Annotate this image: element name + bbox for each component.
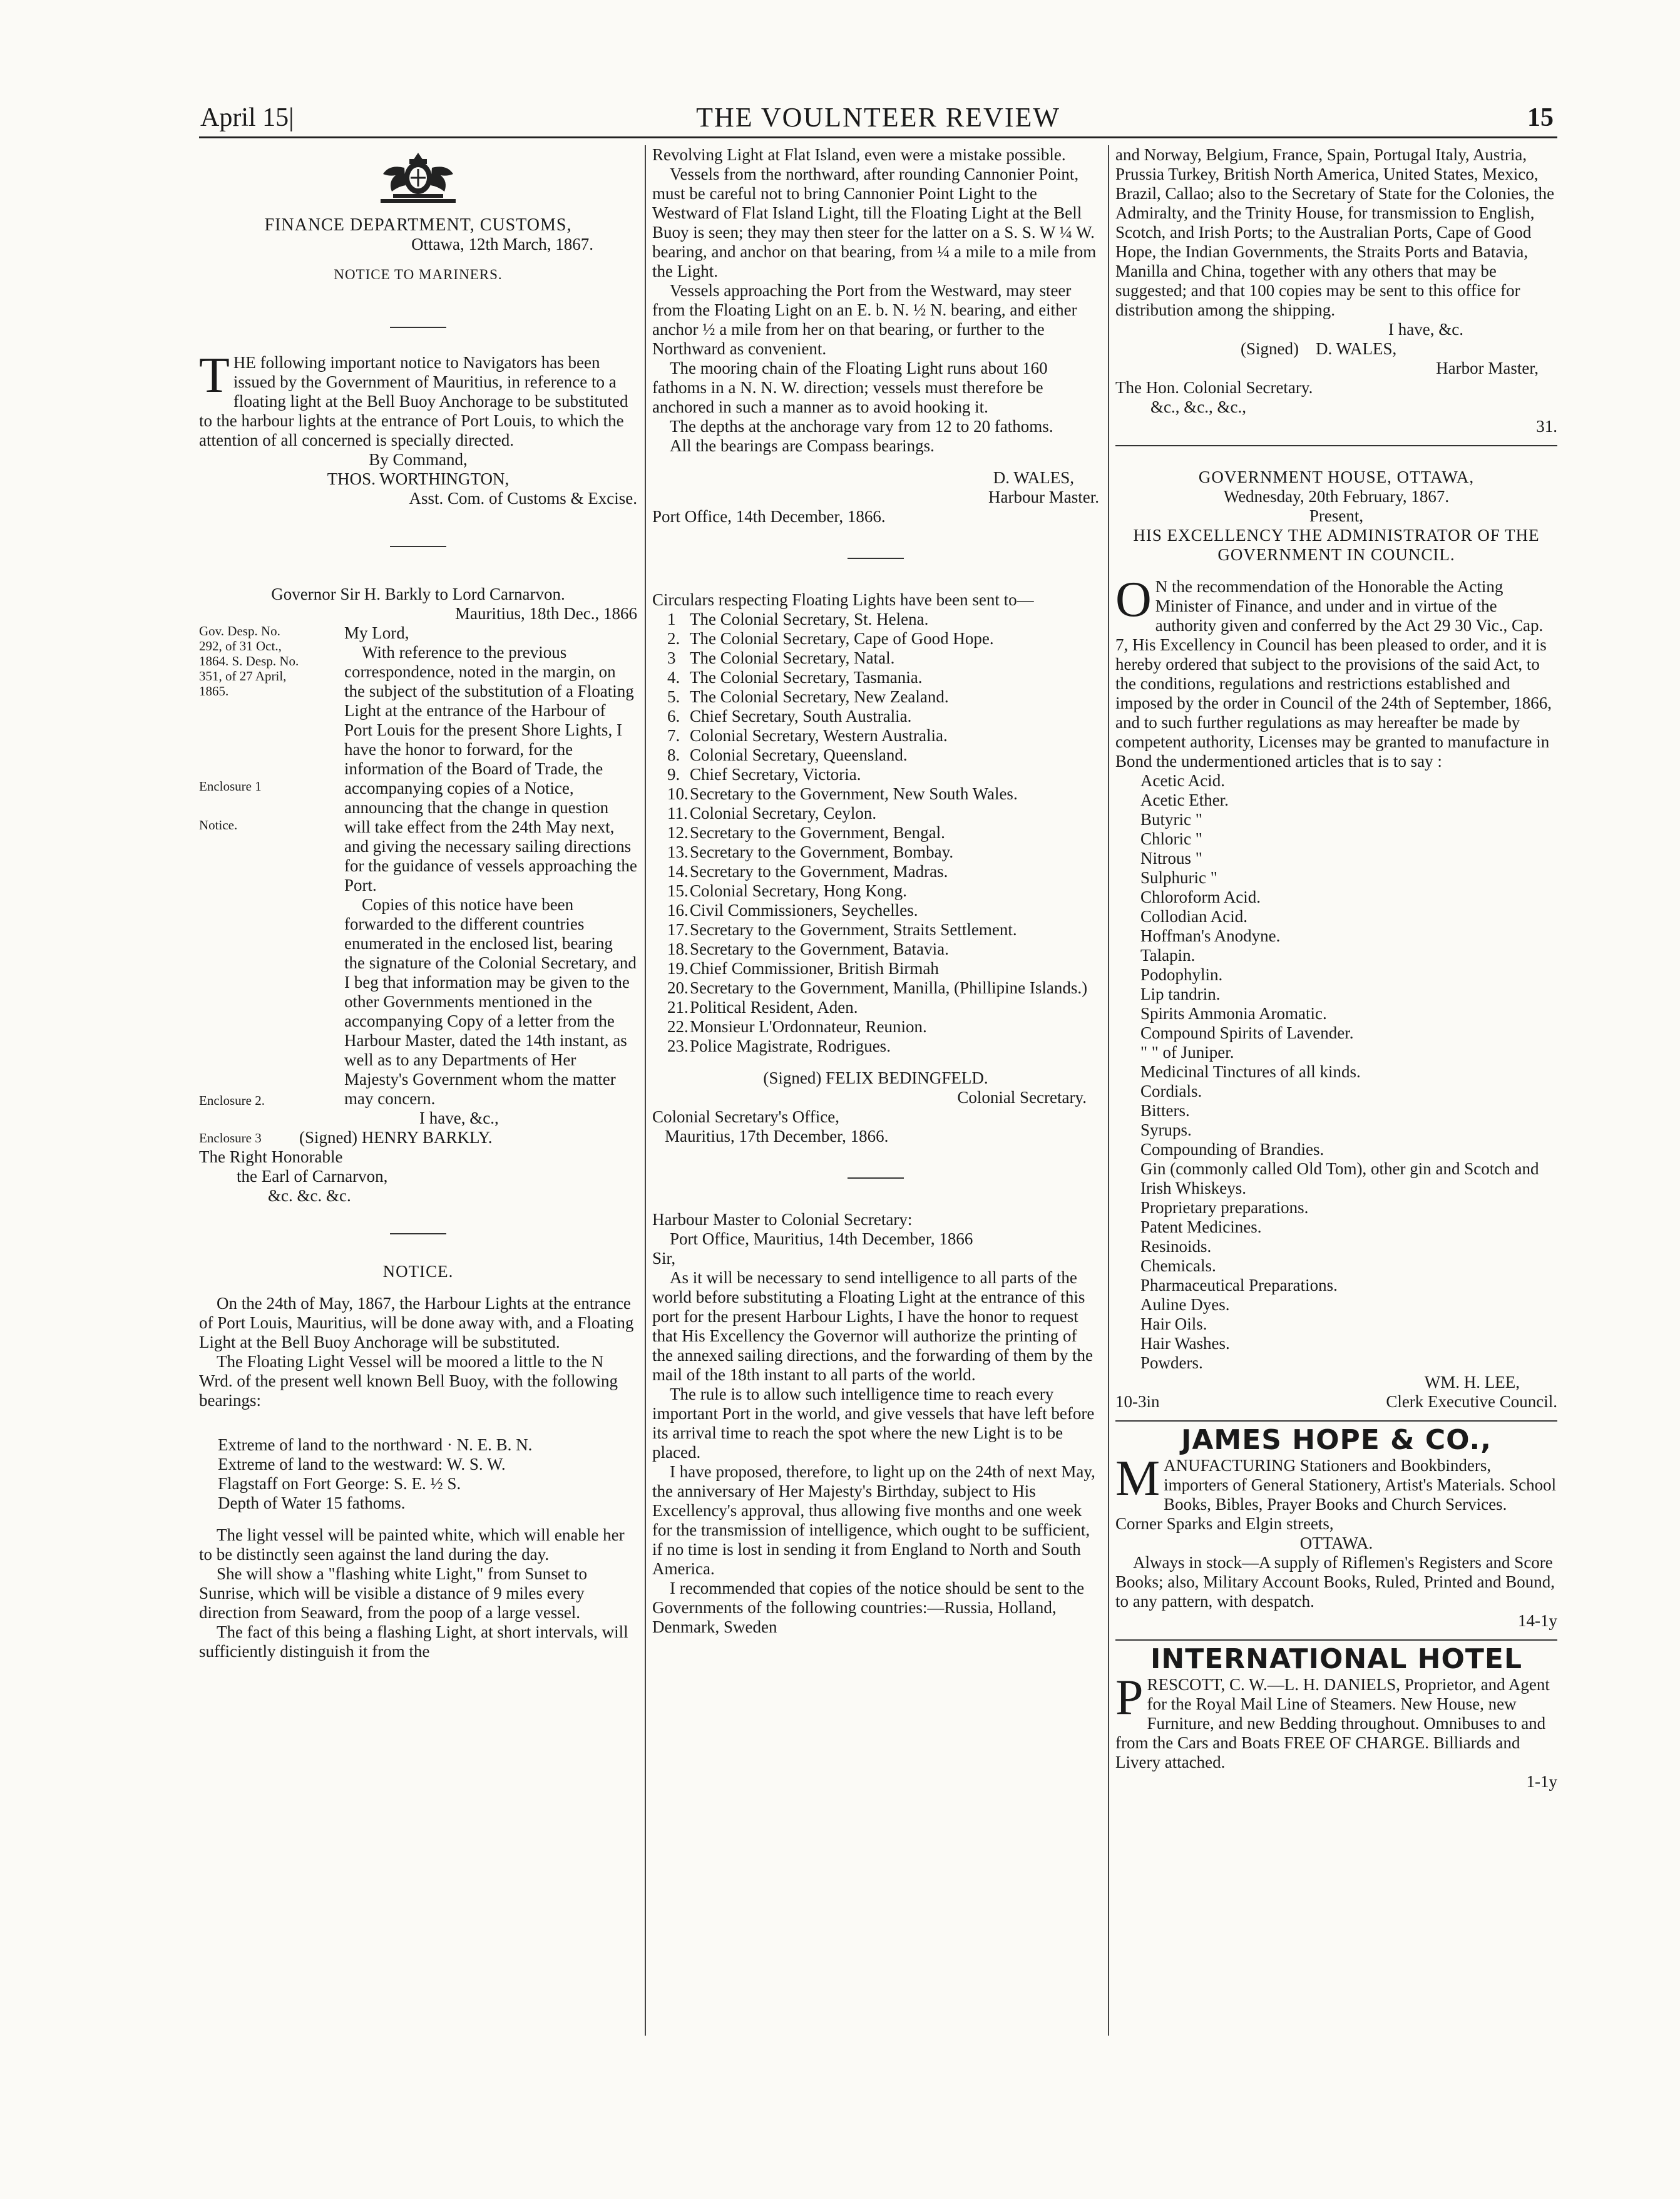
notice-paragraph: On the 24th of May, 1867, the Harbour Lights at the entrance of Port Louis, Mauritius, will be done away with, and a Floating Light at the Bell Buoy Anchorage will be substituted. <box>199 1294 634 1351</box>
signer-title: Asst. Com. of Customs & Excise. <box>409 489 637 508</box>
ad-heading: JAMES HOPE & CO., <box>1181 1424 1492 1456</box>
circular-recipient: 4. The Colonial Secretary, Tasmania. <box>667 668 923 687</box>
article-item: Nitrous " <box>1140 849 1202 868</box>
circular-recipient: 18.Secretary to the Government, Batavia. <box>667 940 949 958</box>
addressee: The Right Honorable <box>199 1147 343 1166</box>
article-item: Resinoids. <box>1140 1237 1212 1256</box>
signature: D. WALES, <box>993 468 1074 487</box>
article-item: Cordials. <box>1140 1082 1202 1100</box>
letter-heading: Governor Sir H. Barkly to Lord Carnarvon. <box>271 585 565 603</box>
circular-recipient: 8. Colonial Secretary, Queensland. <box>667 746 908 764</box>
signature: (Signed) D. WALES, <box>1241 339 1397 358</box>
signer-title: Colonial Secretary. <box>957 1088 1087 1107</box>
article-item: Collodian Acid. <box>1140 907 1247 926</box>
closing: I have, &c. <box>1388 320 1463 339</box>
article-item: Compound Spirits of Lavender. <box>1140 1023 1354 1042</box>
circular-recipient: 6. Chief Secretary, South Australia. <box>667 707 912 725</box>
article-item: Chloric " <box>1140 829 1202 848</box>
letter-paragraph: Copies of this notice have been forwarded to the different countries enumerated in the enclosed list, bearing the signature of the Colonial Secretary, and I beg that information may be given to the other Governments mentioned in the accompanying Copy of a letter from the Harbour Master, dated the 14th instant, as well as to any Departments of Her Majesty's Government whom the matter may concern. <box>344 895 637 1108</box>
reference: 31. <box>1536 417 1557 436</box>
ad-paragraph: Always in stock—A supply of Riflemen's Registers and Score Books; also, Military Account Books, Ruled, Printed and Bound, to any pattern, with despatch. <box>1115 1553 1555 1611</box>
circular-recipient: 15.Colonial Secretary, Hong Kong. <box>667 881 907 900</box>
paragraph: The mooring chain of the Floating Light runs about 160 fathoms in a N. N. W. direction; vessels must therefore be anchored in such a manner as to avoid hooking it. <box>652 359 1048 416</box>
bearing: Extreme of land to the westward: W. S. W. <box>218 1455 506 1474</box>
article-item: Acetic Ether. <box>1140 791 1229 809</box>
masthead-title: THE VOULNTEER REVIEW <box>696 102 1060 133</box>
article-item: Bitters. <box>1140 1101 1190 1120</box>
article-item: Powders. <box>1140 1353 1203 1372</box>
finance-date: Ottawa, 12th March, 1867. <box>411 235 593 254</box>
present: Present, <box>1309 506 1364 525</box>
article-item: Proprietary preparations. <box>1140 1198 1309 1217</box>
notice-paragraph: The light vessel will be painted white, which will enable her to be distinctly seen against the land during the day. <box>199 1525 625 1564</box>
article-item: Patent Medicines. <box>1140 1217 1262 1236</box>
separator <box>390 546 446 547</box>
place-date: Mauritius, 17th December, 1866. <box>665 1127 889 1146</box>
circular-recipient: 20.Secretary to the Government, Manilla, (Phillipine Islands.) <box>667 978 1088 997</box>
margin-note: Enclosure 3 <box>199 1130 262 1146</box>
column-divider-1 <box>645 145 646 2036</box>
letter-paragraph: I recommended that copies of the notice should be sent to the Governments of the following countries:—Russia, Holland, Denmark, Sweden <box>652 1579 1085 1636</box>
circulars-list <box>652 610 1099 1056</box>
ad-city: OTTAWA. <box>1299 1534 1373 1552</box>
notice-paragraph: The fact of this being a flashing Light, at short intervals, will sufficiently distinguish it from the <box>199 1622 628 1661</box>
margin-note: Enclosure 1 <box>199 779 262 794</box>
article-item: Podophylin. <box>1140 965 1223 984</box>
column-2 <box>652 145 1099 1637</box>
circular-recipient: 5. The Colonial Secretary, New Zealand. <box>667 687 949 706</box>
signature: (Signed) HENRY BARKLY. <box>299 1128 493 1147</box>
articles-list <box>1115 771 1557 1373</box>
salutation: My Lord, <box>344 623 409 642</box>
ad-paragraph: MANUFACTURING Stationers and Bookbinders, importers of General Stationery, Artist's Materials. School Books, Bibles, Prayer Books and Church Services. Corner Sparks and Elgin streets, <box>1115 1451 1557 1533</box>
separator <box>1115 1639 1557 1641</box>
separator <box>1115 1420 1557 1422</box>
separator <box>848 558 904 559</box>
circular-recipient: 21.Political Resident, Aden. <box>667 998 858 1017</box>
circular-recipient: 3 The Colonial Secretary, Natal. <box>667 648 895 667</box>
order-paragraph: O N the recommendation of the Honorable the Acting Minister of Finance, and under and in virtue of the authority given and conferred by the Act 29 30 Vic., Cap. 7, His Excellency in Council has been pleased to order, and it is hereby ordered that subject to the provisions of the said Act, to the conditions, regulations and restrictions established and imposed by the order in Council of the 24th of September, 1866, and to such further regulations as may hereafter be made by competent authority, Licenses may be granted to manufacture in Bond the undermentioned articles that is to say : <box>1115 572 1552 771</box>
letter-paragraph: I have proposed, therefore, to light up on the 24th of next May, the anniversary of Her Majesty's Birthday, subject to His Excellency's approval, thus allowing five months and one week for the transmission of intelligence, which ought to be sufficient, if no time is lost in sending it from England to North and South America. <box>652 1462 1095 1578</box>
excellency-heading: HIS EXCELLENCY THE ADMINISTRATOR OF THE GOVERNMENT IN COUNCIL. <box>1133 526 1540 564</box>
circular-recipient: 22.Monsieur L'Ordonnateur, Reunion. <box>667 1017 927 1036</box>
paragraph: and Norway, Belgium, France, Spain, Portugal Italy, Austria, Prussia Turkey, British North America, United States, Mexico, Brazil, Callao; also to the Secretary of State for the Colonies, the Admiralty, and the Trinity House, for transmission to English, Scotch, and Irish Ports; to the Australian Ports, Cape of Good Hope, the Indian Governments, the Straits Ports and Batavia, Manilla and China, together with any others that may be suggested; and that 100 copies may be sent to this office for distribution among the shipping. <box>1115 145 1555 319</box>
article-item: Spirits Ammonia Aromatic. <box>1140 1004 1327 1023</box>
article-item: Gin (commonly called Old Tom), other gin and Scotch and Irish Whiskeys. <box>1140 1159 1539 1197</box>
gov-date: Wednesday, 20th February, 1867. <box>1223 487 1450 506</box>
letter-heading: Harbour Master to Colonial Secretary: <box>652 1210 913 1229</box>
place-date: Port Office, 14th December, 1866. <box>652 507 886 526</box>
letter-paragraph: As it will be necessary to send intelligence to all parts of the world before substituting a Floating Light at the entrance of this port for the present Harbour Lights, I have the honor to request that His Excellency the Governor will authorize the printing of the annexed sailing directions, and the forwarding of them by the mail of the 18th instant to all parts of the world. <box>652 1268 1094 1384</box>
office: Colonial Secretary's Office, <box>652 1107 840 1126</box>
drop-cap: T <box>199 348 230 403</box>
circular-recipient: 2. The Colonial Secretary, Cape of Good Hope. <box>667 629 994 648</box>
by-command: By Command, <box>369 450 468 469</box>
bearing: Flagstaff on Fort George: S. E. ½ S. <box>218 1474 461 1493</box>
bearing: Extreme of land to the northward · N. E. B. N. <box>218 1435 533 1454</box>
article-item: Syrups. <box>1140 1120 1192 1139</box>
article-item: Acetic Acid. <box>1140 771 1225 790</box>
circular-recipient: 23.Police Magistrate, Rodrigues. <box>667 1037 891 1055</box>
article-item: " " of Juniper. <box>1140 1043 1234 1062</box>
ad-paragraph: PRESCOTT, C. W.—L. H. DANIELS, Proprietor, and Agent for the Royal Mail Line of Steamers. New House, new Furniture, and new Bedding throughout. Omnibuses to and from the Cars and Boats FREE OF CHARGE. Billiards and Livery attached. <box>1115 1670 1550 1771</box>
column-divider-2 <box>1108 145 1109 2036</box>
circular-recipient: 10.Secretary to the Government, New South Wales. <box>667 784 1018 803</box>
letter-paragraph: The rule is to allow such intelligence time to reach every important Port in the world, and give vessels that have left before its arrival time to reach the spot where the new Light is to be placed. <box>652 1385 1095 1462</box>
page-header <box>199 99 1557 138</box>
article-item: Hoffman's Anodyne. <box>1140 926 1281 945</box>
ad-heading: INTERNATIONAL HOTEL <box>1150 1643 1522 1675</box>
separator <box>390 327 446 328</box>
paragraph: Vessels from the northward, after rounding Cannonier Point, must be careful not to bring Cannonier Point Light to the Westward of Flat Island Light, till the Floating Light at the Bell Buoy is seen; they may then steer for the latter on a S. S. W ¼ W. bearing, and anchor on that bearing, from ¼ a mile to a mile from the Light. <box>652 165 1097 280</box>
notice-paragraph: She will show a "flashing white Light," from Sunset to Sunrise, which will be visible a distance of 9 miles every direction from Seaward, from the poop of a large vessel. <box>199 1564 587 1622</box>
addressee: the Earl of Carnarvon, <box>237 1167 388 1186</box>
circular-recipient: 17.Secretary to the Government, Straits Settlement. <box>667 920 1017 939</box>
notice-heading: NOTICE. <box>382 1262 454 1281</box>
signer-line: 10-3in Clerk Executive Council. <box>1115 1392 1557 1411</box>
article-item: Sulphuric " <box>1140 868 1217 887</box>
paragraph: The depths at the anchorage vary from 12 to 20 fathoms. <box>670 417 1053 436</box>
letter-place: Mauritius, 18th Dec., 1866 <box>455 604 637 623</box>
circular-recipient: 12.Secretary to the Government, Bengal. <box>667 823 945 842</box>
margin-note: Enclosure 2. <box>199 1093 265 1108</box>
gov-heading: GOVERNMENT HOUSE, OTTAWA, <box>1198 468 1475 486</box>
page-number: 15 <box>1527 103 1554 132</box>
reference: 14-1y <box>1518 1611 1557 1630</box>
circular-recipient: 13.Secretary to the Government, Bombay. <box>667 843 954 861</box>
separator <box>390 1233 446 1234</box>
circular-recipient: 16.Civil Commissioners, Seychelles. <box>667 901 918 920</box>
circular-recipient: 9. Chief Secretary, Victoria. <box>667 765 861 784</box>
addressee: The Hon. Colonial Secretary. <box>1115 378 1313 397</box>
separator <box>1115 445 1557 446</box>
signer-title: Harbor Master, <box>1436 359 1539 377</box>
article-item: Hair Washes. <box>1140 1334 1230 1353</box>
issue-date: April 15| <box>200 103 294 132</box>
signer-name: THOS. WORTHINGTON, <box>327 469 510 488</box>
addressee: &c., &c., &c., <box>1150 397 1246 416</box>
article-item: Lip tandrin. <box>1140 985 1221 1003</box>
signature: WM. H. LEE, <box>1424 1373 1520 1392</box>
circular-recipient: 14.Secretary to the Government, Madras. <box>667 862 948 881</box>
reference: 1-1y <box>1526 1772 1557 1791</box>
article-item: Compounding of Brandies. <box>1140 1140 1324 1159</box>
closing: I have, &c., <box>419 1109 499 1127</box>
article-item: Auline Dyes. <box>1140 1295 1230 1314</box>
drop-cap: P <box>1115 1670 1144 1725</box>
drop-cap: M <box>1115 1451 1160 1506</box>
addressee: &c. &c. &c. <box>268 1186 351 1205</box>
margin-note: Gov. Desp. No. 292, of 31 Oct., 1864. S. Desp. No. 351, of 27 April, 1865. <box>199 623 299 699</box>
bearing: Depth of Water 15 fathoms. <box>218 1494 406 1512</box>
article-item: Pharmaceutical Preparations. <box>1140 1276 1338 1294</box>
finance-title: FINANCE DEPARTMENT, CUSTOMS, <box>264 215 572 235</box>
article-item: Butyric " <box>1140 810 1202 829</box>
letter-place: Port Office, Mauritius, 14th December, 1866 <box>670 1229 973 1248</box>
column-3 <box>1115 145 1557 1791</box>
circular-recipient: 7. Colonial Secretary, Western Australia. <box>667 726 948 745</box>
article-item: Hair Oils. <box>1140 1315 1207 1333</box>
notice-title: NOTICE TO MARINERS. <box>334 267 503 282</box>
letter-paragraph: With reference to the previous correspondence, noted in the margin, on the subject of the substitution of a Floating Light at the entrance of the Harbour of Port Louis for the present Shore Lights, I have the honor to forward, for the information of the Board of Trade, the accompanying copies of a Notice, announcing that the change in question will take effect from the 24th May next, and giving the necessary sailing directions for the guidance of vessels approaching the Port. <box>344 643 637 894</box>
paragraph: Vessels approaching the Port from the Westward, may steer from the Floating Light on an E. b. N. ½ N. bearing, and either anchor ½ a mile from her on that bearing, or further to the Northward as convenient. <box>652 281 1077 358</box>
column-1 <box>199 145 637 1661</box>
signer-title: Harbour Master. <box>988 488 1099 506</box>
article-item: Chloroform Acid. <box>1140 888 1261 906</box>
separator <box>848 1177 904 1179</box>
paragraph: All the bearings are Compass bearings. <box>670 436 935 455</box>
paragraph: Revolving Light at Flat Island, even were a mistake possible. <box>652 145 1066 164</box>
circular-recipient: 11. Colonial Secretary, Ceylon. <box>667 804 877 823</box>
intro-paragraph: THE following important notice to Navigators has been issued by the Government of Mauritius, in reference to a floating light at the Bell Buoy Anchorage to be substituted to the harbour lights at the entrance of Port Louis, to which the attention of all concerned is specially directed. <box>199 348 628 449</box>
margin-note: Notice. <box>199 818 238 833</box>
circular-recipient: 1 The Colonial Secretary, St. Helena. <box>667 610 929 628</box>
drop-cap: O <box>1115 572 1152 627</box>
salutation: Sir, <box>652 1249 676 1268</box>
notice-paragraph: The Floating Light Vessel will be moored a little to the N Wrd. of the present well known Bell Buoy, with the following bearings: <box>199 1352 618 1410</box>
article-item: Medicinal Tinctures of all kinds. <box>1140 1062 1361 1081</box>
article-item: Talapin. <box>1140 946 1196 965</box>
signature: (Signed) FELIX BEDINGFELD. <box>763 1069 988 1087</box>
royal-crest-icon <box>368 149 468 204</box>
bearings-list <box>199 1435 637 1513</box>
article-item: Chemicals. <box>1140 1256 1216 1275</box>
circulars-intro: Circulars respecting Floating Lights have been sent to— <box>652 590 1034 609</box>
circular-recipient: 19.Chief Commissioner, British Birmah <box>667 959 939 978</box>
